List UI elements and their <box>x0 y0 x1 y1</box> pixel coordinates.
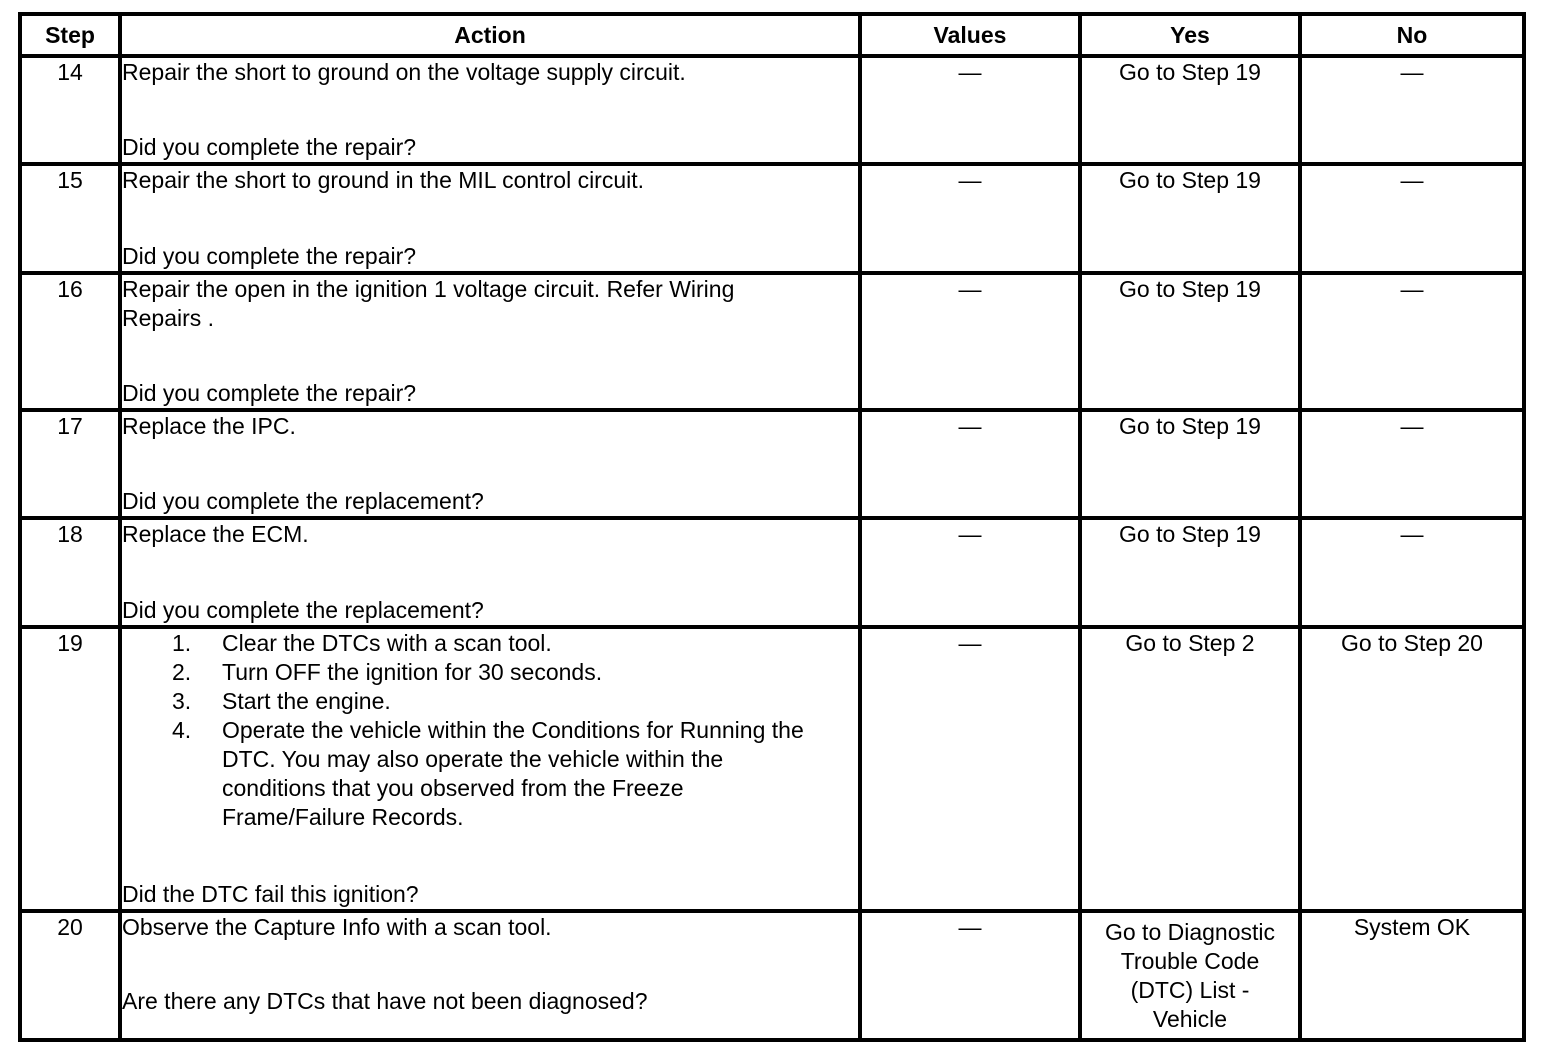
list-item-number: 2. <box>172 658 192 685</box>
action-text: Repair the short to ground in the MIL control circuit. <box>122 167 645 194</box>
action-cell <box>120 273 860 410</box>
action-question: Did you complete the replacement? <box>122 488 484 515</box>
step-number: 16 <box>20 273 120 410</box>
action-cell <box>120 911 860 1040</box>
no-cell: — <box>1300 410 1524 518</box>
list-item-number: 1. <box>172 629 192 656</box>
list-item-number: 4. <box>172 716 192 743</box>
step-number: 14 <box>20 56 120 164</box>
no-cell: — <box>1300 518 1524 626</box>
table-row <box>20 410 1524 518</box>
step-number: 17 <box>20 410 120 518</box>
table-row <box>20 518 1524 626</box>
procedure-list <box>122 629 858 832</box>
list-item-number: 3. <box>172 687 192 714</box>
values-cell: — <box>860 911 1080 1040</box>
action-question: Did you complete the repair? <box>122 379 417 406</box>
values-cell: — <box>860 56 1080 164</box>
table-row <box>20 273 1524 410</box>
action-question: Did the DTC fail this ignition? <box>122 881 419 908</box>
action-question: Did you complete the repair? <box>122 134 417 161</box>
table-row <box>20 164 1524 272</box>
values-cell: — <box>860 518 1080 626</box>
yes-cell: Go to Step 19 <box>1080 518 1300 626</box>
step-number: 19 <box>20 627 120 911</box>
values-cell: — <box>860 273 1080 410</box>
no-cell: Go to Step 20 <box>1300 627 1524 911</box>
header-no: No <box>1300 14 1524 56</box>
action-text: Replace the ECM. <box>122 521 309 548</box>
yes-cell: Go to Step 19 <box>1080 273 1300 410</box>
step-number: 18 <box>20 518 120 626</box>
values-cell: — <box>860 627 1080 911</box>
list-item <box>172 687 858 716</box>
action-text: Repair the open in the ignition 1 voltage circuit. Refer Wiring Repairs . <box>122 275 735 331</box>
diagnostic-table <box>18 12 1526 1042</box>
action-cell <box>120 518 860 626</box>
header-values: Values <box>860 14 1080 56</box>
action-cell <box>120 627 860 911</box>
yes-cell: Go to Step 2 <box>1080 627 1300 911</box>
yes-cell: Go to Diagnostic Trouble Code (DTC) List - Vehicle <box>1080 911 1300 1040</box>
list-item <box>172 716 858 832</box>
step-number: 15 <box>20 164 120 272</box>
action-cell <box>120 56 860 164</box>
table-row <box>20 627 1524 911</box>
list-item-text: Turn OFF the ignition for 30 seconds. <box>222 658 603 685</box>
action-text: Observe the Capture Info with a scan tool. <box>122 914 552 941</box>
header-action: Action <box>120 14 860 56</box>
header-step: Step <box>20 14 120 56</box>
header-row <box>20 14 1524 56</box>
action-cell <box>120 164 860 272</box>
yes-cell: Go to Step 19 <box>1080 410 1300 518</box>
action-question: Are there any DTCs that have not been diagnosed? <box>122 988 648 1014</box>
yes-cell: Go to Step 19 <box>1080 164 1300 272</box>
no-cell: — <box>1300 164 1524 272</box>
values-cell: — <box>860 164 1080 272</box>
list-item-text: Clear the DTCs with a scan tool. <box>222 629 552 656</box>
values-cell: — <box>860 410 1080 518</box>
no-cell: — <box>1300 56 1524 164</box>
header-yes: Yes <box>1080 14 1300 56</box>
table-row <box>20 911 1524 1040</box>
action-text: Repair the short to ground on the voltage supply circuit. <box>122 59 686 85</box>
yes-cell: Go to Step 19 <box>1080 56 1300 164</box>
list-item <box>172 658 858 687</box>
action-question: Did you complete the repair? <box>122 242 417 269</box>
no-cell: — <box>1300 273 1524 410</box>
no-cell: System OK <box>1300 911 1524 1040</box>
action-question: Did you complete the replacement? <box>122 596 484 623</box>
action-text: Replace the IPC. <box>122 412 296 439</box>
list-item-text: Operate the vehicle within the Conditions for Running the DTC. You may also operate the vehicle within the conditions that you observed from the Freeze Frame/Failure Records. <box>222 716 804 830</box>
list-item <box>172 629 858 658</box>
list-item-text: Start the engine. <box>222 687 391 714</box>
step-number: 20 <box>20 911 120 1040</box>
action-cell <box>120 410 860 518</box>
table-row <box>20 56 1524 164</box>
